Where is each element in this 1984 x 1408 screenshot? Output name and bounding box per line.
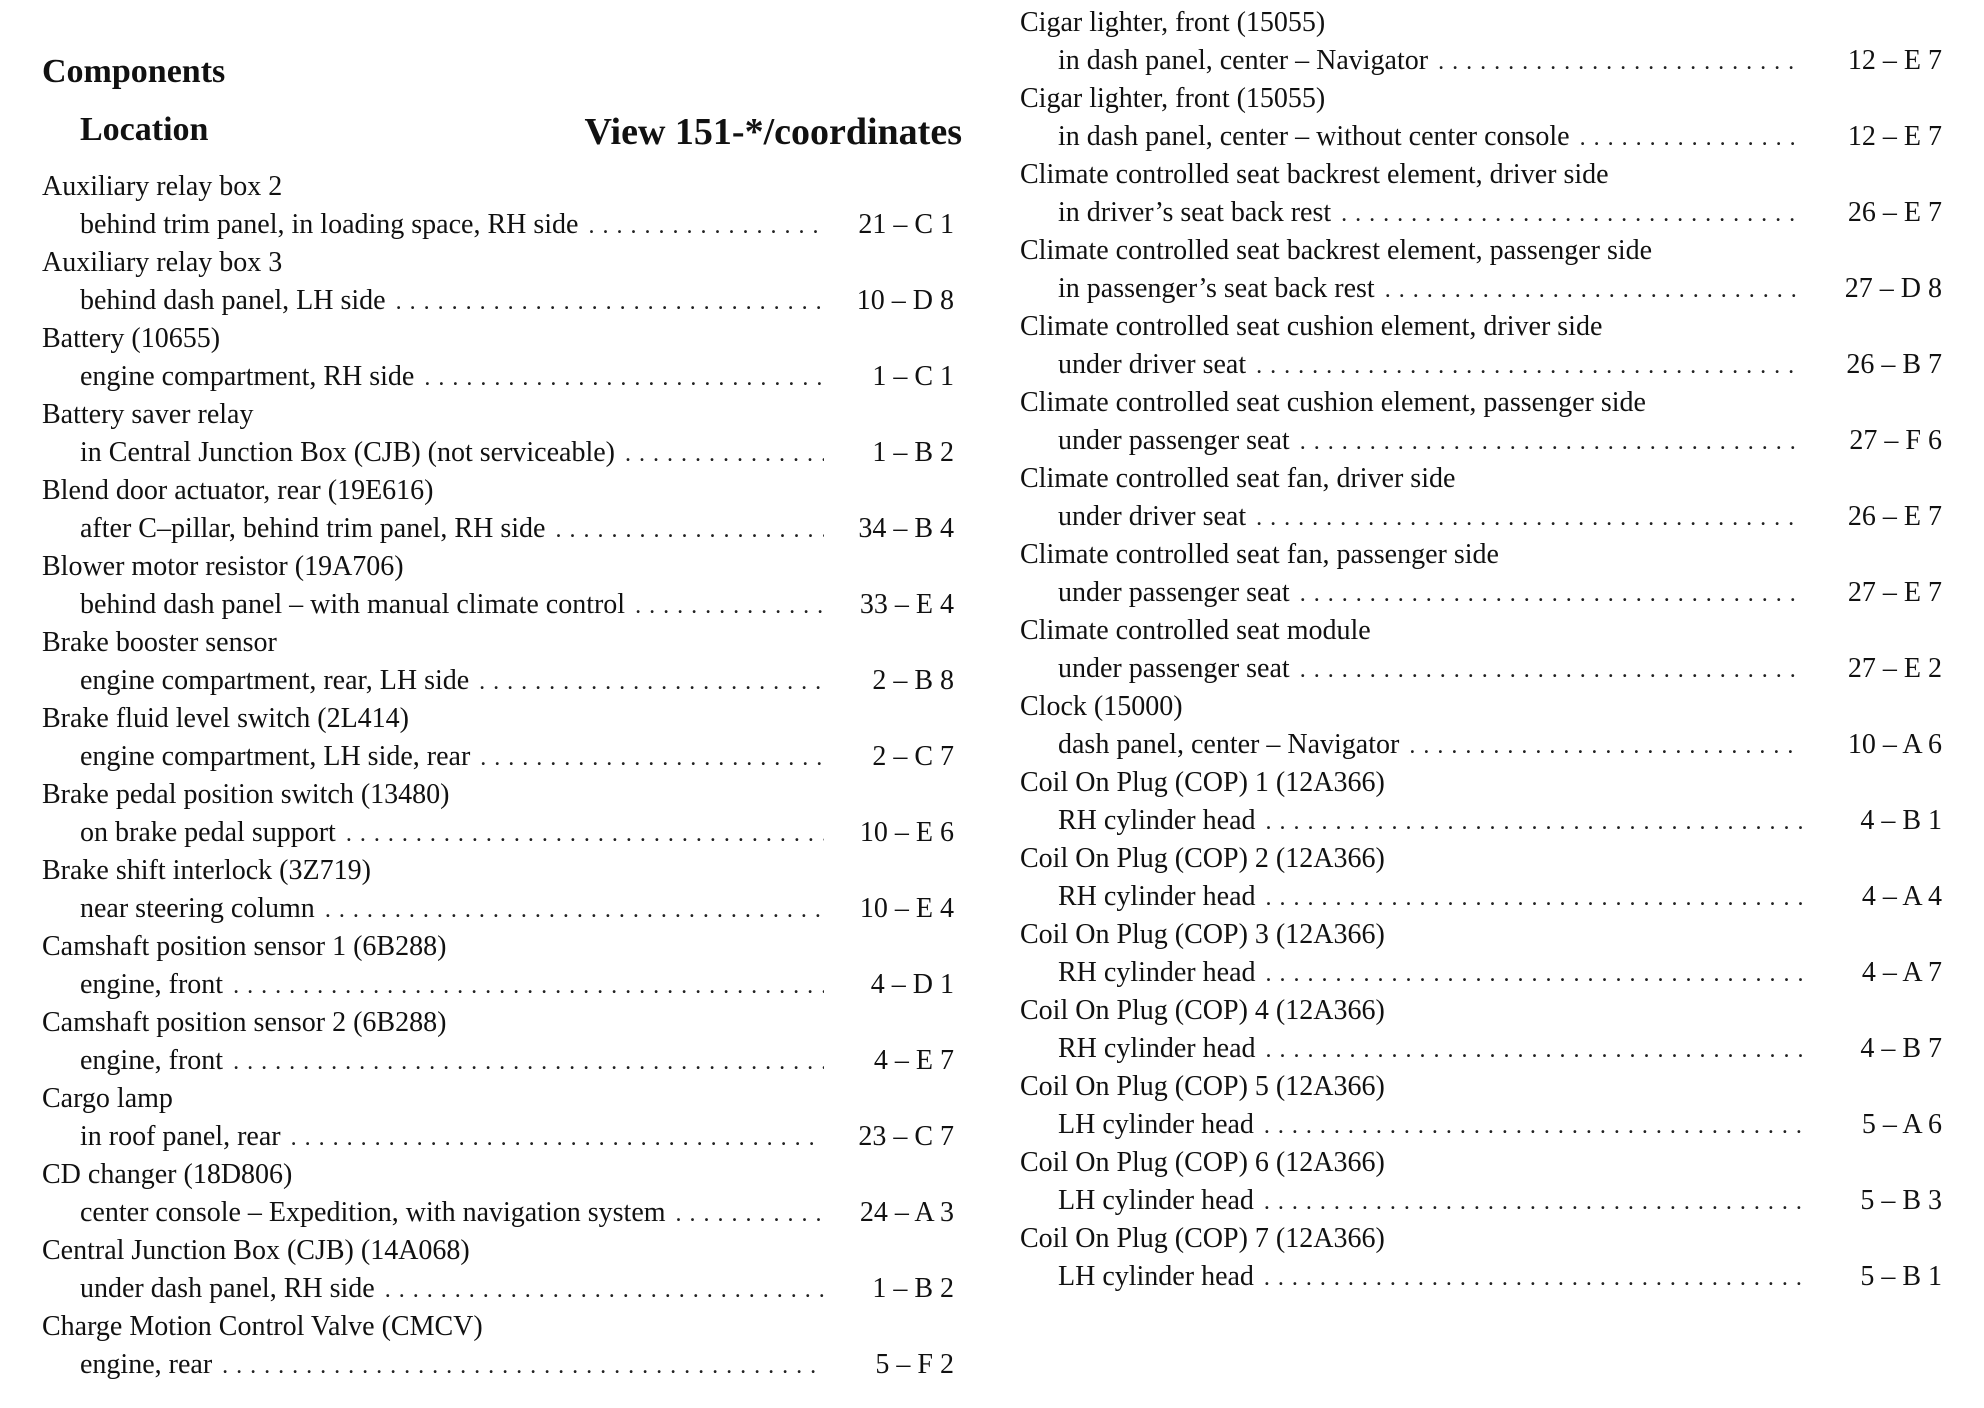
component-name: Coil On Plug (COP) 6 (12A366) bbox=[1020, 1147, 1385, 1178]
component-location-line bbox=[42, 1194, 954, 1232]
component-location: near steering column bbox=[80, 893, 315, 924]
component-name: Auxiliary relay box 2 bbox=[42, 171, 283, 202]
view-coordinate: 5 – B 1 bbox=[1860, 1261, 1942, 1292]
component-location: under driver seat bbox=[1058, 349, 1247, 380]
dot-leader bbox=[233, 967, 824, 1005]
component-entry bbox=[1020, 612, 1942, 688]
view-coordinate: 24 – A 3 bbox=[859, 1197, 954, 1228]
component-location-line bbox=[42, 586, 954, 624]
component-name: Central Junction Box (CJB) (14A068) bbox=[42, 1235, 470, 1266]
component-entry bbox=[1020, 156, 1942, 232]
component-entry bbox=[42, 776, 954, 852]
dot-leader bbox=[1266, 879, 1803, 917]
component-entry bbox=[42, 396, 954, 472]
component-name: Brake fluid level switch (2L414) bbox=[42, 703, 410, 734]
view-coordinate: 4 – B 7 bbox=[1860, 1033, 1942, 1064]
component-entry bbox=[1020, 460, 1942, 536]
component-location-line bbox=[1020, 194, 1942, 232]
dot-leader bbox=[1264, 1107, 1802, 1145]
component-entry bbox=[42, 1004, 954, 1080]
component-name: Cigar lighter, front (15055) bbox=[1020, 83, 1326, 114]
component-name: Coil On Plug (COP) 3 (12A366) bbox=[1020, 919, 1385, 950]
view-coordinate: 4 – D 1 bbox=[870, 969, 954, 1000]
component-name: Brake booster sensor bbox=[42, 627, 277, 658]
dot-leader bbox=[385, 1271, 824, 1309]
dot-leader bbox=[396, 283, 824, 321]
component-location-line bbox=[1020, 1030, 1942, 1068]
component-entry bbox=[1020, 764, 1942, 840]
component-entry bbox=[42, 244, 954, 320]
component-location-line bbox=[1020, 802, 1942, 840]
component-name: Coil On Plug (COP) 1 (12A366) bbox=[1020, 767, 1385, 798]
component-entry bbox=[42, 548, 954, 624]
dot-leader bbox=[625, 435, 824, 473]
component-entry bbox=[42, 1156, 954, 1232]
view-coordinate: 4 – A 4 bbox=[1861, 881, 1942, 912]
view-coordinate: 26 – E 7 bbox=[1847, 197, 1942, 228]
dot-leader bbox=[1264, 1259, 1802, 1297]
dot-leader bbox=[1409, 727, 1802, 765]
left-entry-list bbox=[42, 168, 954, 1384]
view-coordinate: 23 – C 7 bbox=[858, 1121, 954, 1152]
component-entry bbox=[42, 1232, 954, 1308]
view-coordinate: 10 – A 6 bbox=[1847, 729, 1942, 760]
component-location-line bbox=[42, 890, 954, 928]
view-coordinate: 2 – C 7 bbox=[872, 741, 954, 772]
component-entry bbox=[42, 624, 954, 700]
dot-leader bbox=[222, 1347, 824, 1385]
component-name: Climate controlled seat backrest element, passenger side bbox=[1020, 235, 1653, 266]
view-coordinate: 21 – C 1 bbox=[858, 209, 954, 240]
dot-leader bbox=[1341, 195, 1802, 233]
component-location: after C–pillar, behind trim panel, RH side bbox=[80, 513, 546, 544]
component-entry bbox=[42, 472, 954, 548]
dot-leader bbox=[555, 511, 824, 549]
component-name: Climate controlled seat module bbox=[1020, 615, 1371, 646]
component-entry bbox=[42, 700, 954, 776]
dot-leader bbox=[325, 891, 824, 929]
component-location: under passenger seat bbox=[1058, 425, 1290, 456]
component-location-line bbox=[1020, 878, 1942, 916]
component-entry bbox=[1020, 992, 1942, 1068]
dot-leader bbox=[676, 1195, 824, 1233]
component-location: behind trim panel, in loading space, RH side bbox=[80, 209, 579, 240]
view-coordinate: 12 – E 7 bbox=[1847, 45, 1942, 76]
view-coordinate: 26 – B 7 bbox=[1846, 349, 1942, 380]
right-entry-list bbox=[1020, 4, 1942, 1296]
dot-leader bbox=[1266, 803, 1803, 841]
component-name: Camshaft position sensor 2 (6B288) bbox=[42, 1007, 447, 1038]
section-title: Components bbox=[42, 53, 226, 90]
view-coordinate: 12 – E 7 bbox=[1847, 121, 1942, 152]
component-name: Camshaft position sensor 1 (6B288) bbox=[42, 931, 447, 962]
view-coordinate: 34 – B 4 bbox=[858, 513, 954, 544]
component-location: under dash panel, RH side bbox=[80, 1273, 375, 1304]
component-location: RH cylinder head bbox=[1058, 805, 1256, 836]
component-name: Blower motor resistor (19A706) bbox=[42, 551, 404, 582]
component-name: Climate controlled seat backrest element, driver side bbox=[1020, 159, 1609, 190]
component-location: in roof panel, rear bbox=[80, 1121, 281, 1152]
component-location-line bbox=[42, 358, 954, 396]
component-entry bbox=[42, 1080, 954, 1156]
component-name: Climate controlled seat fan, driver side bbox=[1020, 463, 1456, 494]
component-location: in passenger’s seat back rest bbox=[1058, 273, 1375, 304]
component-location: center console – Expedition, with navigation system bbox=[80, 1197, 666, 1228]
view-coordinate: 10 – D 8 bbox=[856, 285, 954, 316]
component-location-line bbox=[42, 206, 954, 244]
component-location: under passenger seat bbox=[1058, 577, 1290, 608]
component-location-line bbox=[42, 510, 954, 548]
view-coordinate: 5 – B 3 bbox=[1860, 1185, 1942, 1216]
dot-leader bbox=[233, 1043, 824, 1081]
component-entry bbox=[1020, 688, 1942, 764]
component-entry bbox=[1020, 384, 1942, 460]
component-name: Climate controlled seat fan, passenger side bbox=[1020, 539, 1499, 570]
component-location: under passenger seat bbox=[1058, 653, 1290, 684]
component-location-line bbox=[1020, 1258, 1942, 1296]
component-location: LH cylinder head bbox=[1058, 1261, 1254, 1292]
component-location: engine, rear bbox=[80, 1349, 213, 1380]
component-location-line bbox=[1020, 726, 1942, 764]
view-coordinate: 33 – E 4 bbox=[859, 589, 954, 620]
view-coordinate: 4 – B 1 bbox=[1860, 805, 1942, 836]
view-coordinate: 5 – F 2 bbox=[875, 1349, 954, 1380]
view-coordinate: 27 – F 6 bbox=[1849, 425, 1942, 456]
component-location-line bbox=[1020, 574, 1942, 612]
view-coordinate: 4 – A 7 bbox=[1861, 957, 1942, 988]
component-location: engine compartment, rear, LH side bbox=[80, 665, 470, 696]
component-name: Blend door actuator, rear (19E616) bbox=[42, 475, 434, 506]
component-location-line bbox=[42, 966, 954, 1004]
dot-leader bbox=[635, 587, 824, 625]
dot-leader bbox=[1300, 423, 1802, 461]
dot-leader bbox=[1256, 347, 1802, 385]
component-location-line bbox=[42, 1346, 954, 1384]
component-location-line bbox=[42, 738, 954, 776]
dot-leader bbox=[291, 1119, 824, 1157]
component-location: in driver’s seat back rest bbox=[1058, 197, 1332, 228]
component-entry bbox=[42, 320, 954, 396]
component-name: Brake shift interlock (3Z719) bbox=[42, 855, 371, 886]
component-location: in dash panel, center – Navigator bbox=[1058, 45, 1429, 76]
component-location-line bbox=[42, 282, 954, 320]
dot-leader bbox=[1266, 955, 1803, 993]
component-entry bbox=[1020, 232, 1942, 308]
component-name: Coil On Plug (COP) 7 (12A366) bbox=[1020, 1223, 1385, 1254]
component-location-line bbox=[1020, 422, 1942, 460]
component-location: RH cylinder head bbox=[1058, 881, 1256, 912]
view-coordinate: 1 – B 2 bbox=[872, 1273, 954, 1304]
component-name: Charge Motion Control Valve (CMCV) bbox=[42, 1311, 483, 1342]
component-location-line bbox=[42, 1270, 954, 1308]
component-location-line bbox=[1020, 1182, 1942, 1220]
component-location: engine, front bbox=[80, 969, 224, 1000]
component-entry bbox=[42, 852, 954, 928]
view-coordinate: 10 – E 6 bbox=[859, 817, 954, 848]
view-coordinate: 2 – B 8 bbox=[872, 665, 954, 696]
view-coordinate: 10 – E 4 bbox=[859, 893, 954, 924]
view-coordinate: 27 – D 8 bbox=[1844, 273, 1942, 304]
component-entry bbox=[1020, 840, 1942, 916]
component-location-line bbox=[1020, 270, 1942, 308]
component-entry bbox=[42, 928, 954, 1004]
dot-leader bbox=[1385, 271, 1802, 309]
view-coordinate: 1 – B 2 bbox=[872, 437, 954, 468]
component-location: RH cylinder head bbox=[1058, 957, 1256, 988]
dot-leader bbox=[1266, 1031, 1803, 1069]
component-name: Coil On Plug (COP) 5 (12A366) bbox=[1020, 1071, 1385, 1102]
component-name: Brake pedal position switch (13480) bbox=[42, 779, 450, 810]
component-entry bbox=[42, 168, 954, 244]
component-entry bbox=[1020, 80, 1942, 156]
component-name: Battery (10655) bbox=[42, 323, 221, 354]
component-name: Clock (15000) bbox=[1020, 691, 1183, 722]
component-name: Coil On Plug (COP) 2 (12A366) bbox=[1020, 843, 1385, 874]
component-location-line bbox=[1020, 650, 1942, 688]
component-entry bbox=[1020, 1144, 1942, 1220]
component-location-line bbox=[1020, 118, 1942, 156]
view-coordinates-header: View 151-*/coordinates bbox=[584, 111, 962, 153]
dot-leader bbox=[1438, 43, 1802, 81]
dot-leader bbox=[1256, 499, 1802, 537]
component-name: Battery saver relay bbox=[42, 399, 254, 430]
component-location: RH cylinder head bbox=[1058, 1033, 1256, 1064]
component-entry bbox=[1020, 308, 1942, 384]
component-name: CD changer (18D806) bbox=[42, 1159, 293, 1190]
component-location-line bbox=[1020, 954, 1942, 992]
component-name: Auxiliary relay box 3 bbox=[42, 247, 283, 278]
view-coordinate: 4 – E 7 bbox=[873, 1045, 954, 1076]
component-location: under driver seat bbox=[1058, 501, 1247, 532]
dot-leader bbox=[1580, 119, 1802, 157]
view-coordinate: 26 – E 7 bbox=[1847, 501, 1942, 532]
dot-leader bbox=[346, 815, 824, 853]
component-location: engine compartment, LH side, rear bbox=[80, 741, 471, 772]
component-name: Climate controlled seat cushion element, passenger side bbox=[1020, 387, 1646, 418]
component-location: engine compartment, RH side bbox=[80, 361, 415, 392]
component-entry bbox=[1020, 916, 1942, 992]
component-location-line bbox=[1020, 498, 1942, 536]
component-location-line bbox=[1020, 42, 1942, 80]
component-location: in dash panel, center – without center console bbox=[1058, 121, 1570, 152]
component-location: behind dash panel – with manual climate control bbox=[80, 589, 626, 620]
component-location: on brake pedal support bbox=[80, 817, 336, 848]
dot-leader bbox=[479, 663, 824, 701]
dot-leader bbox=[480, 739, 824, 777]
location-header: Location bbox=[80, 111, 209, 148]
component-entry bbox=[1020, 1220, 1942, 1296]
component-location-line bbox=[42, 662, 954, 700]
component-location: dash panel, center – Navigator bbox=[1058, 729, 1400, 760]
component-location: behind dash panel, LH side bbox=[80, 285, 386, 316]
component-location: LH cylinder head bbox=[1058, 1185, 1254, 1216]
component-location-line bbox=[1020, 1106, 1942, 1144]
component-location: in Central Junction Box (CJB) (not serviceable) bbox=[80, 437, 615, 468]
component-entry bbox=[1020, 1068, 1942, 1144]
component-location-line bbox=[42, 1042, 954, 1080]
dot-leader bbox=[424, 359, 824, 397]
component-location-line bbox=[42, 434, 954, 472]
component-entry bbox=[1020, 4, 1942, 80]
component-name: Coil On Plug (COP) 4 (12A366) bbox=[1020, 995, 1385, 1026]
component-name: Cigar lighter, front (15055) bbox=[1020, 7, 1326, 38]
component-entry bbox=[1020, 536, 1942, 612]
view-coordinate: 5 – A 6 bbox=[1861, 1109, 1942, 1140]
component-location-line bbox=[1020, 346, 1942, 384]
component-location-line bbox=[42, 1118, 954, 1156]
dot-leader bbox=[588, 207, 824, 245]
view-coordinate: 27 – E 7 bbox=[1847, 577, 1942, 608]
dot-leader bbox=[1300, 575, 1802, 613]
column-headers bbox=[42, 110, 962, 154]
component-location-line bbox=[42, 814, 954, 852]
component-name: Climate controlled seat cushion element, driver side bbox=[1020, 311, 1603, 342]
view-coordinate: 27 – E 2 bbox=[1847, 653, 1942, 684]
component-location: LH cylinder head bbox=[1058, 1109, 1254, 1140]
view-coordinate: 1 – C 1 bbox=[872, 361, 954, 392]
dot-leader bbox=[1264, 1183, 1802, 1221]
component-name: Cargo lamp bbox=[42, 1083, 173, 1114]
component-entry bbox=[42, 1308, 954, 1384]
component-location: engine, front bbox=[80, 1045, 224, 1076]
dot-leader bbox=[1300, 651, 1802, 689]
